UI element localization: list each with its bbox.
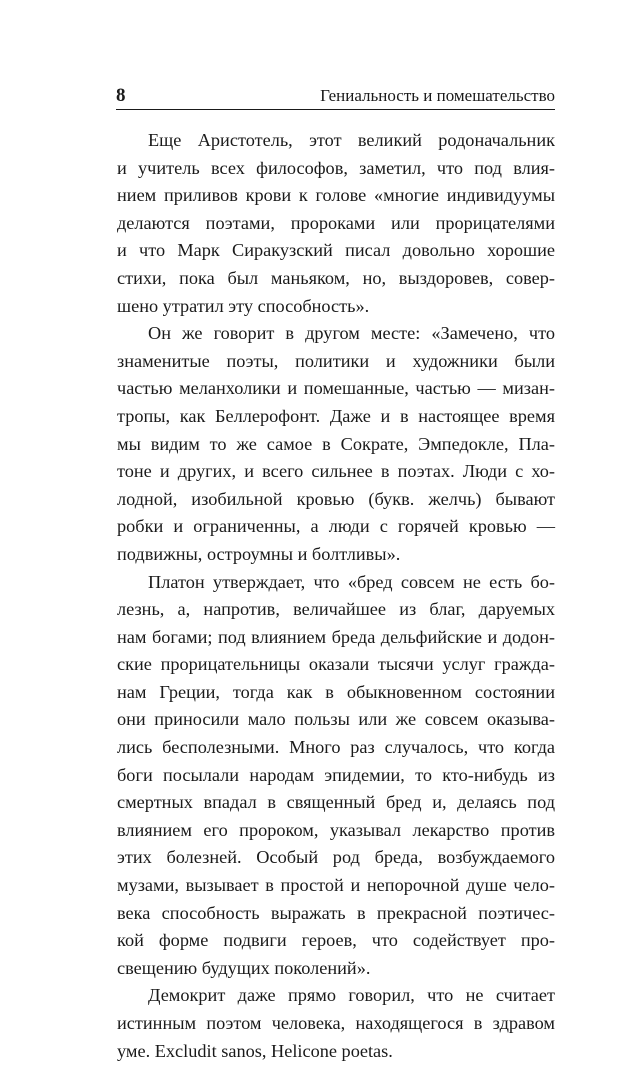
- text-line: Демокрит даже прямо говорил, что не считает: [148, 985, 555, 1006]
- text-line: подвижны, остроумны и болтливы».: [117, 543, 401, 564]
- text-line: влиянием его пророком, указывал лекарство против: [117, 819, 555, 840]
- text-line: и учитель всех философов, заметил, что под влия-: [117, 157, 555, 178]
- text-line: мы видим то же самое в Сократе, Эмпедокле, Пла-: [117, 433, 555, 454]
- paragraph-plato: [117, 569, 555, 983]
- text-line: тоне и других, и всего сильнее в поэтах. Люди с хо-: [117, 461, 555, 482]
- text-line: стихи, пока был маньяком, но, выздоровев, совер-: [117, 267, 555, 288]
- paragraph-melancholics: [117, 320, 555, 568]
- text-line: века способность выражать в прекрасной поэтичес-: [117, 902, 555, 923]
- text-line: нам Греции, тогда как в обыкновенном состоянии: [117, 681, 555, 702]
- text-line: частью меланхолики и помешанные, частью — мизан-: [117, 378, 555, 399]
- text-line: знаменитые поэты, политики и художники были: [117, 350, 555, 371]
- text-line: свещению будущих поколений».: [117, 957, 371, 978]
- text-line: шено утратил эту способность».: [117, 295, 370, 316]
- text-line: Платон утверждает, что «бред совсем не есть бо-: [148, 571, 555, 592]
- text-line: нием приливов крови к голове «многие индивидуумы: [117, 185, 555, 206]
- text-line: этих болезней. Особый род бреда, возбуждаемого: [117, 847, 555, 868]
- text-line: боги посылали народам эпидемии, то кто-нибудь из: [117, 764, 555, 785]
- text-line: тропы, как Беллерофонт. Даже и в настоящее время: [117, 405, 555, 426]
- text-line: лодной, изобильной кровью (букв. желчь) бывают: [117, 488, 555, 509]
- text-line: кой форме подвиги героев, что содействует про-: [117, 930, 555, 951]
- text-line: Еще Аристотель, этот великий родоначальник: [148, 130, 555, 150]
- text-line: истинным поэтом человека, находящегося в здравом: [117, 1013, 555, 1033]
- text-line: делаются поэтами, пророками или прорицателями: [117, 212, 555, 233]
- paragraph-democritus: [117, 982, 555, 1065]
- running-header: [116, 83, 555, 110]
- text-line: лись бесполезными. Много раз случалось, что когда: [117, 737, 555, 758]
- body-text: [117, 127, 555, 1065]
- running-title: Гениальность и помешательство: [320, 86, 555, 105]
- text-line: лезнь, а, напротив, величайшее из благ, даруемых: [117, 599, 555, 620]
- text-line: они приносили мало пользы или же совсем оказыва-: [117, 709, 555, 730]
- text-line: ские прорицательницы оказали тысячи услуг гражда-: [117, 654, 555, 675]
- text-line: и что Марк Сиракузский писал довольно хорошие: [117, 240, 555, 261]
- text-line: смертных впадал в священный бред и, делаясь под: [117, 792, 555, 813]
- text-line: музами, вызывает в простой и непорочной душе чело-: [117, 875, 555, 896]
- text-line: уме. Excludit sanos, Helicone poetas.: [117, 1040, 393, 1061]
- text-line: нам богами; под влиянием бреда дельфийские и додон-: [117, 626, 555, 647]
- page-number: 8: [116, 85, 126, 106]
- paragraph-aristotle: [117, 127, 555, 320]
- text-line: Он же говорит в другом месте: «Замечено, что: [148, 323, 555, 344]
- text-line: робки и ограниченны, а люди с горячей кровью —: [117, 516, 555, 537]
